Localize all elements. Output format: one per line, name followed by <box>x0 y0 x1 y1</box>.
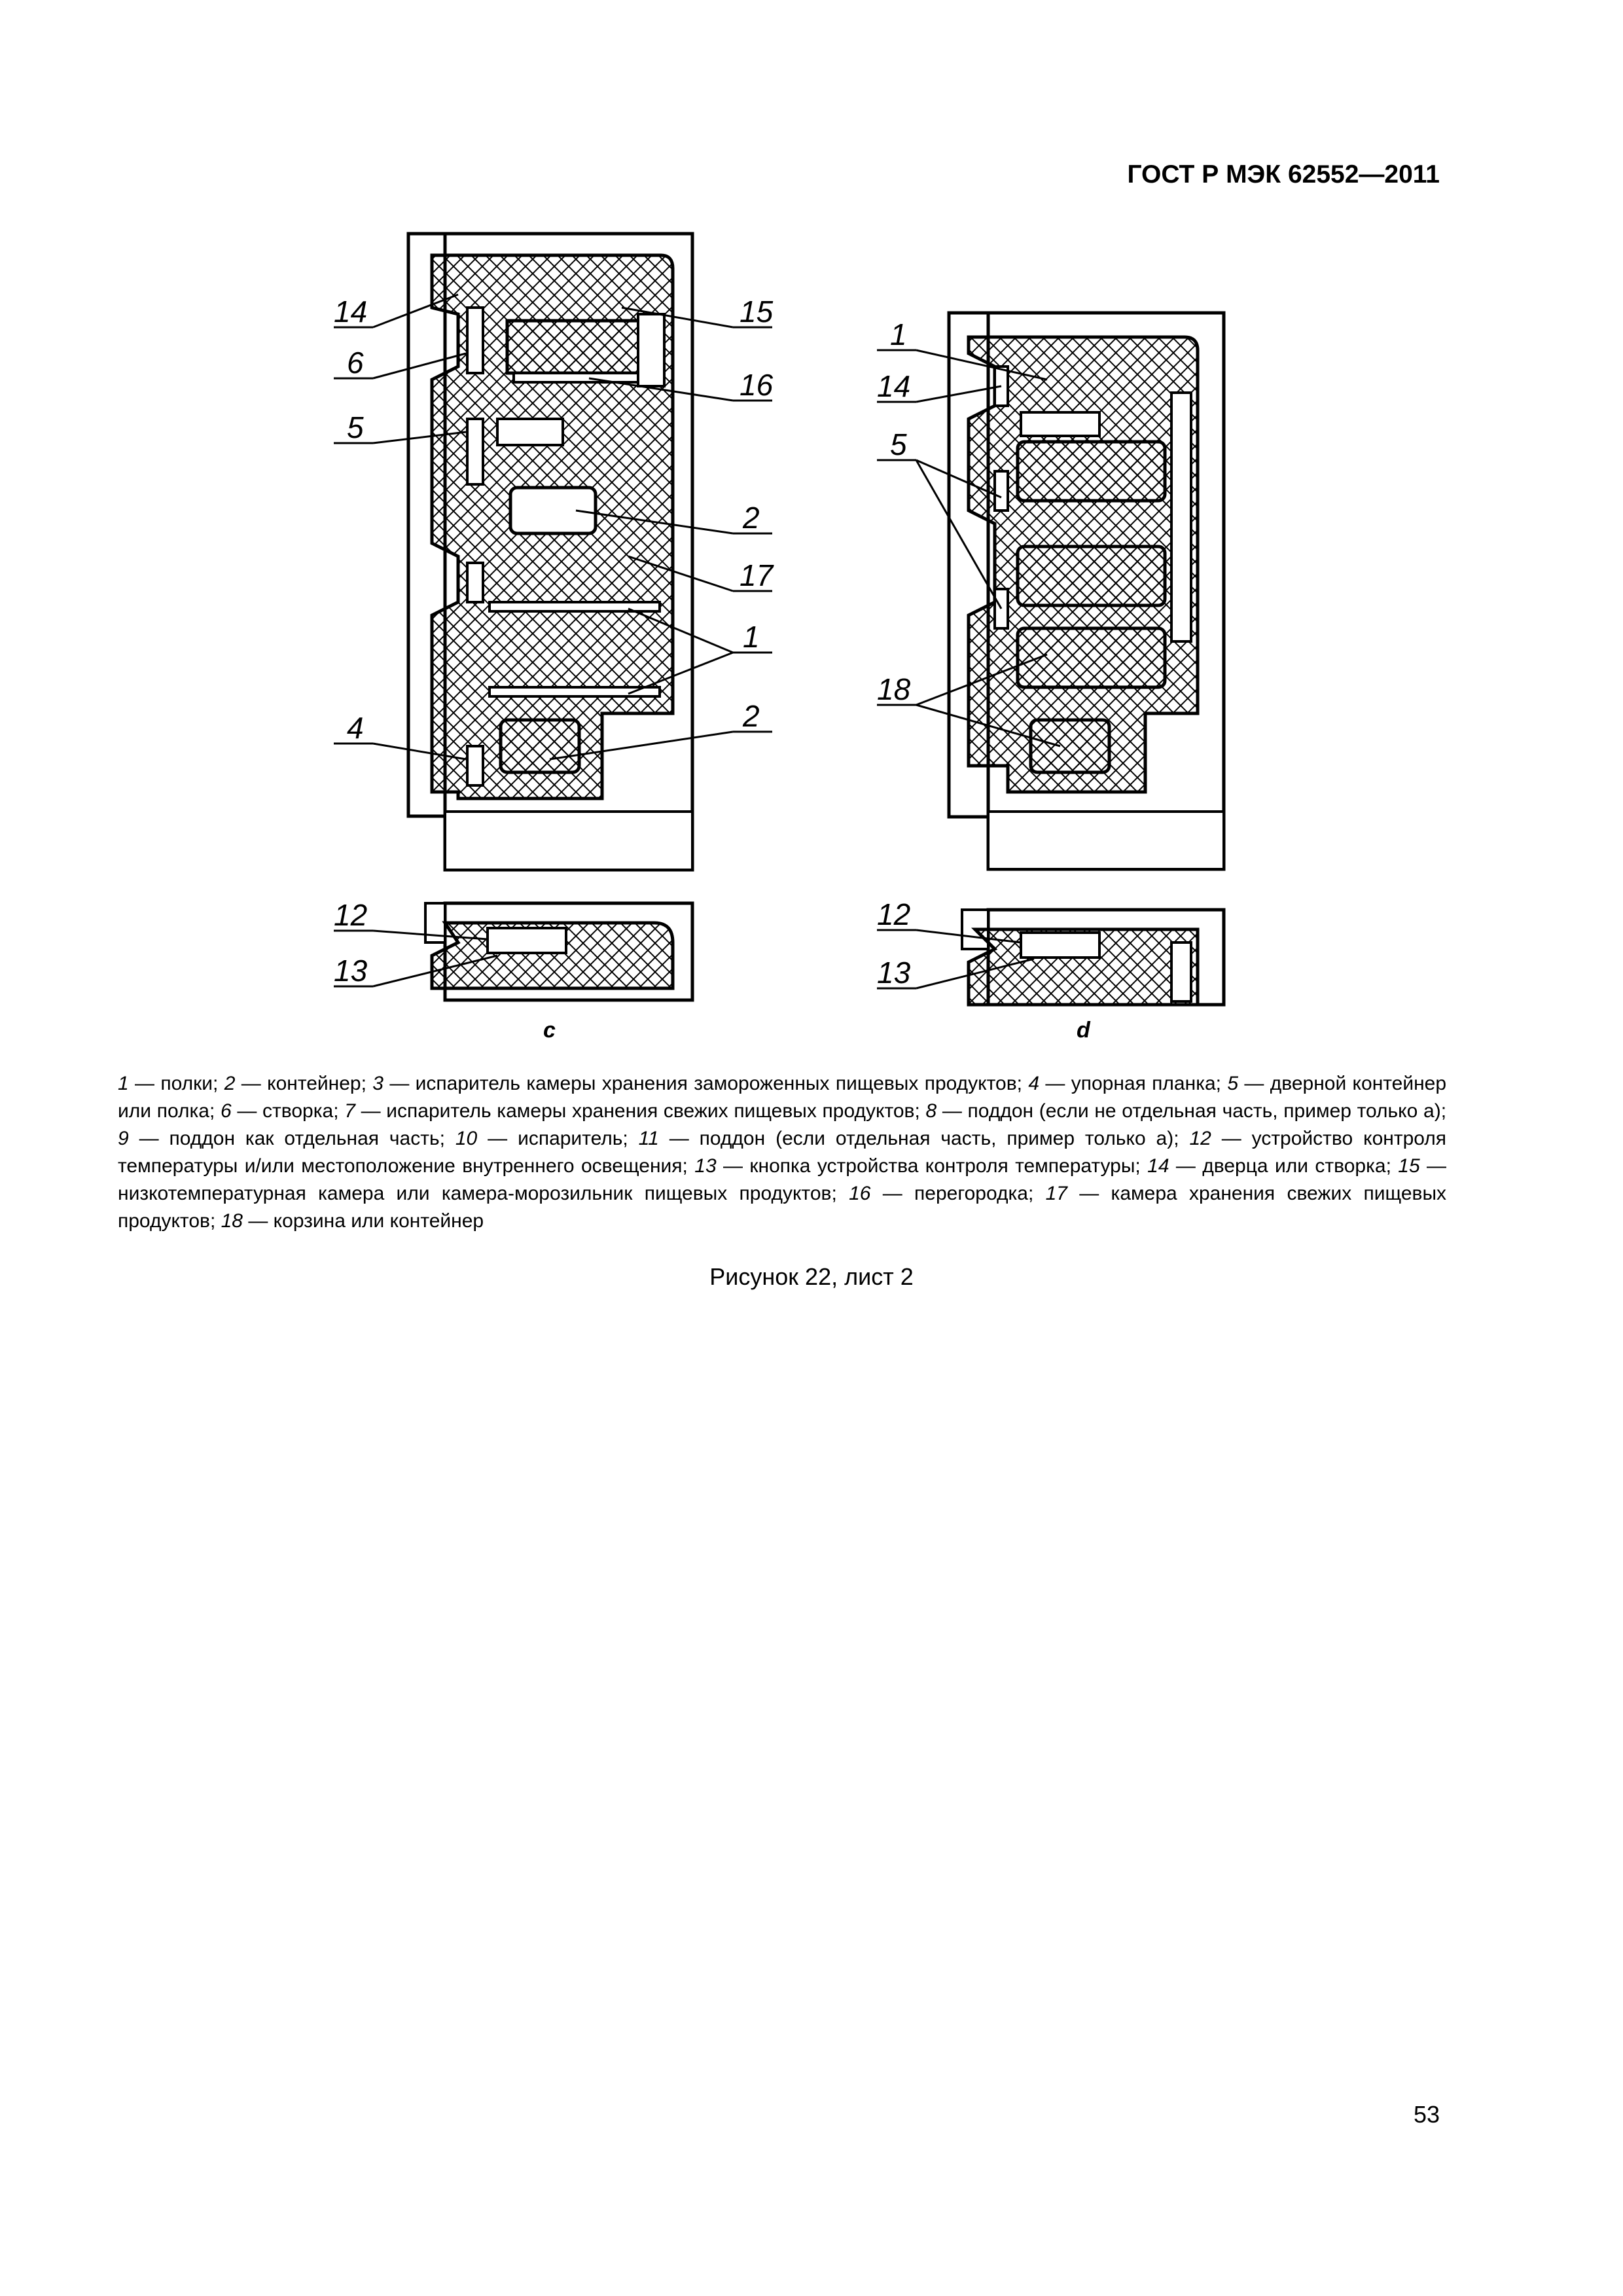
label-d-12: 12 <box>877 897 911 931</box>
legend-item: 11 — поддон (если отдельная часть, пример только a); <box>638 1128 1190 1149</box>
legend-item-number: 11 <box>638 1128 659 1149</box>
label-c-14: 14 <box>334 295 368 329</box>
legend-item-text: створка <box>262 1100 334 1122</box>
label-c-17: 17 <box>740 558 774 592</box>
legend-item-number: 4 <box>1028 1073 1040 1094</box>
legend-item-text: дверца или створка <box>1202 1155 1386 1177</box>
legend-item-number: 9 <box>118 1128 129 1149</box>
legend-item-number: 7 <box>344 1100 355 1122</box>
figure-legend <box>118 1070 1446 1235</box>
legend-item-number: 6 <box>220 1100 232 1122</box>
legend-item: 17 — камера хранения свежих пищевых продуктов; <box>118 1183 1447 1232</box>
legend-item-number: 2 <box>224 1073 236 1094</box>
label-c-6: 6 <box>347 346 364 380</box>
legend-item: 8 — поддон (если не отдельная часть, пример только a); <box>925 1100 1447 1122</box>
legend-item-text: перегородка <box>914 1183 1028 1204</box>
legend-item: 5 — дверной контейнер или полка; <box>118 1073 1447 1122</box>
label-d-13: 13 <box>877 956 911 990</box>
legend-item: 6 — створка; <box>220 1100 345 1122</box>
legend-item-number: 3 <box>372 1073 383 1094</box>
label-d-1: 1 <box>890 317 907 351</box>
legend-item-text: устройство контроля температуры и/или местоположение внутреннего освещения <box>118 1128 1447 1177</box>
legend-item-number: 12 <box>1189 1128 1211 1149</box>
legend-item-text: испаритель камеры хранения замороженных пищевых продуктов <box>415 1073 1017 1094</box>
figure-caption: Рисунок 22, лист 2 <box>709 1263 914 1290</box>
legend-item-text: испаритель <box>518 1128 623 1149</box>
page-number: 53 <box>1413 2101 1440 2128</box>
label-c-15: 15 <box>740 295 774 329</box>
label-c-5: 5 <box>347 410 364 444</box>
label-c-16: 16 <box>740 368 774 402</box>
legend-item-number: 1 <box>118 1073 129 1094</box>
legend-item-text: испаритель камеры хранения свежих пищевых продуктов <box>386 1100 915 1122</box>
legend-item-text: камера хранения свежих пищевых продуктов <box>118 1183 1447 1232</box>
legend-item-number: 13 <box>694 1155 717 1177</box>
refrigerator-figure <box>0 0 1623 1060</box>
legend-item-text: поддон как отдельная часть <box>169 1128 440 1149</box>
legend-item-number: 18 <box>221 1210 243 1232</box>
diagram-c-main <box>408 234 692 870</box>
legend-item-number: 16 <box>849 1183 871 1204</box>
legend-item: 13 — кнопка устройства контроля температуры; <box>694 1155 1148 1177</box>
legend-item-text: полки <box>160 1073 213 1094</box>
legend-item: 3 — испаритель камеры хранения замороженных пищевых продуктов; <box>372 1073 1029 1094</box>
subfigure-label-d: d <box>1077 1018 1090 1043</box>
document-header: ГОСТ Р МЭК 62552—2011 <box>1127 160 1440 188</box>
legend-item-number: 17 <box>1045 1183 1067 1204</box>
diagram-c-detail <box>425 903 692 1000</box>
legend-item-text: низкотемпературная камера или камера-морозильник пищевых продуктов <box>118 1183 832 1204</box>
legend-item-text: корзина или контейнер <box>273 1210 484 1232</box>
legend-item: 1 — полки; <box>118 1073 224 1094</box>
legend-item-number: 15 <box>1398 1155 1420 1177</box>
legend-item-number: 5 <box>1227 1073 1239 1094</box>
legend-item-number: 8 <box>925 1100 937 1122</box>
subfigure-label-c: c <box>543 1018 556 1043</box>
legend-item-text: упорная планка <box>1071 1073 1216 1094</box>
label-d-5: 5 <box>890 427 907 461</box>
label-c-12: 12 <box>334 898 368 932</box>
legend-item-number: 10 <box>455 1128 478 1149</box>
legend-item: 16 — перегородка; <box>849 1183 1046 1204</box>
label-c-4: 4 <box>347 711 364 745</box>
label-c-1: 1 <box>743 620 760 654</box>
legend-item-text: кнопка устройства контроля температуры <box>749 1155 1135 1177</box>
legend-item: 7 — испаритель камеры хранения свежих пищевых продуктов; <box>344 1100 926 1122</box>
legend-item: 14 — дверца или створка; <box>1147 1155 1399 1177</box>
legend-item: 9 — поддон как отдельная часть; <box>118 1128 455 1149</box>
legend-item-number: 14 <box>1147 1155 1169 1177</box>
legend-item: 18 — корзина или контейнер <box>221 1210 484 1232</box>
label-d-18: 18 <box>877 672 911 706</box>
label-c-2b: 2 <box>743 699 760 733</box>
legend-item: 10 — испаритель; <box>455 1128 639 1149</box>
legend-item-text: поддон (если не отдельная часть, пример только a) <box>967 1100 1441 1122</box>
label-c-13: 13 <box>334 954 368 988</box>
diagram-d-detail <box>962 910 1224 1005</box>
legend-item: 12 — устройство контроля температуры и/или местоположение внутреннего освещения; <box>118 1128 1447 1177</box>
label-d-14: 14 <box>877 369 911 403</box>
legend-item: 2 — контейнер; <box>224 1073 373 1094</box>
label-c-2a: 2 <box>743 501 760 535</box>
legend-item-text: контейнер <box>267 1073 361 1094</box>
legend-item-text: дверной контейнер или полка <box>118 1073 1447 1122</box>
legend-item: 4 — упорная планка; <box>1028 1073 1228 1094</box>
legend-item-text: поддон (если отдельная часть, пример только a) <box>699 1128 1174 1149</box>
legend-item: 15 — низкотемпературная камера или камера-морозильник пищевых продуктов; <box>118 1155 1447 1204</box>
